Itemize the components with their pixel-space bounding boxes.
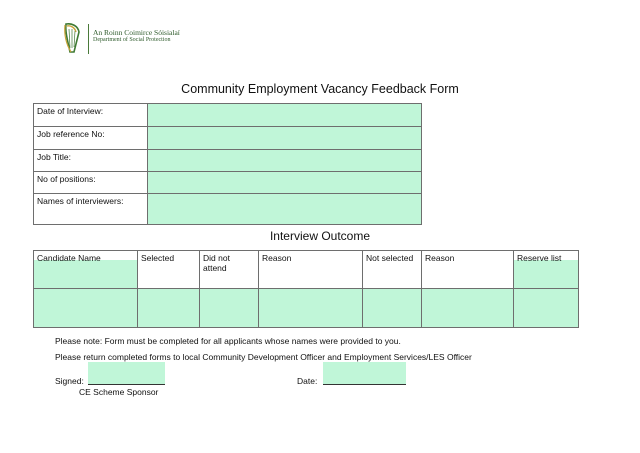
candidate-name-cell[interactable]	[34, 289, 138, 328]
table-header-row	[34, 251, 579, 289]
did-not-attend-header	[200, 251, 259, 289]
signature-field[interactable]	[88, 362, 165, 385]
table-row	[34, 104, 422, 127]
table-row	[34, 127, 422, 150]
table-row	[34, 289, 579, 328]
logo-divider	[88, 24, 89, 54]
candidate-name-header[interactable]	[34, 251, 138, 289]
reason-2-cell[interactable]	[422, 289, 514, 328]
vacancy-details-table	[33, 103, 422, 225]
selected-cell[interactable]	[138, 289, 200, 328]
did-not-attend-cell[interactable]	[200, 289, 259, 328]
completion-note: Please note: Form must be completed for all applicants whose names were provided to you.	[55, 336, 401, 346]
selected-header	[138, 251, 200, 289]
org-name-irish: An Roinn Coimirce Sóisialaí	[93, 28, 180, 37]
column-header-text: Reason	[262, 253, 292, 263]
column-header-text: Not selected	[366, 253, 414, 263]
org-name-english: Department of Social Protection	[93, 37, 171, 43]
form-title: Community Employment Vacancy Feedback Form	[181, 82, 459, 96]
ce-scheme-sponsor-label: CE Scheme Sponsor	[79, 387, 159, 397]
reserve-list-header[interactable]	[514, 251, 579, 289]
column-header-text: Reserve list	[517, 253, 562, 263]
job-title-field[interactable]	[148, 150, 422, 172]
job-title-label: Job Title:	[34, 150, 148, 172]
department-logo	[62, 22, 212, 56]
interview-outcome-heading: Interview Outcome	[269, 229, 371, 243]
column-header-text: Selected	[141, 253, 175, 263]
reserve-list-cell[interactable]	[514, 289, 579, 328]
table-row	[34, 194, 422, 225]
date-of-interview-label: Date of Interview:	[34, 104, 148, 127]
date-field[interactable]	[323, 362, 406, 385]
job-reference-field[interactable]	[148, 127, 422, 150]
reason-cell[interactable]	[259, 289, 363, 328]
signed-label: Signed:	[55, 376, 84, 386]
harp-icon	[62, 22, 82, 54]
number-of-positions-field[interactable]	[148, 172, 422, 194]
table-row	[34, 172, 422, 194]
interviewers-label: Names of interviewers:	[34, 194, 148, 225]
date-of-interview-field[interactable]	[148, 104, 422, 127]
column-header-text: Reason	[425, 253, 455, 263]
number-of-positions-label: No of positions:	[34, 172, 148, 194]
not-selected-cell[interactable]	[363, 289, 422, 328]
reason-2-header	[422, 251, 514, 289]
interviewers-field[interactable]	[148, 194, 422, 225]
column-header-text: Candidate Name	[37, 253, 101, 263]
column-header-text: Did not attend	[203, 253, 230, 273]
date-label: Date:	[297, 376, 318, 386]
interview-outcome-table	[33, 250, 579, 328]
return-instructions-note: Please return completed forms to local Community Development Officer and Employment Services/LES Officer	[55, 352, 472, 362]
not-selected-header	[363, 251, 422, 289]
table-row	[34, 150, 422, 172]
reason-header	[259, 251, 363, 289]
job-reference-label: Job reference No:	[34, 127, 148, 150]
